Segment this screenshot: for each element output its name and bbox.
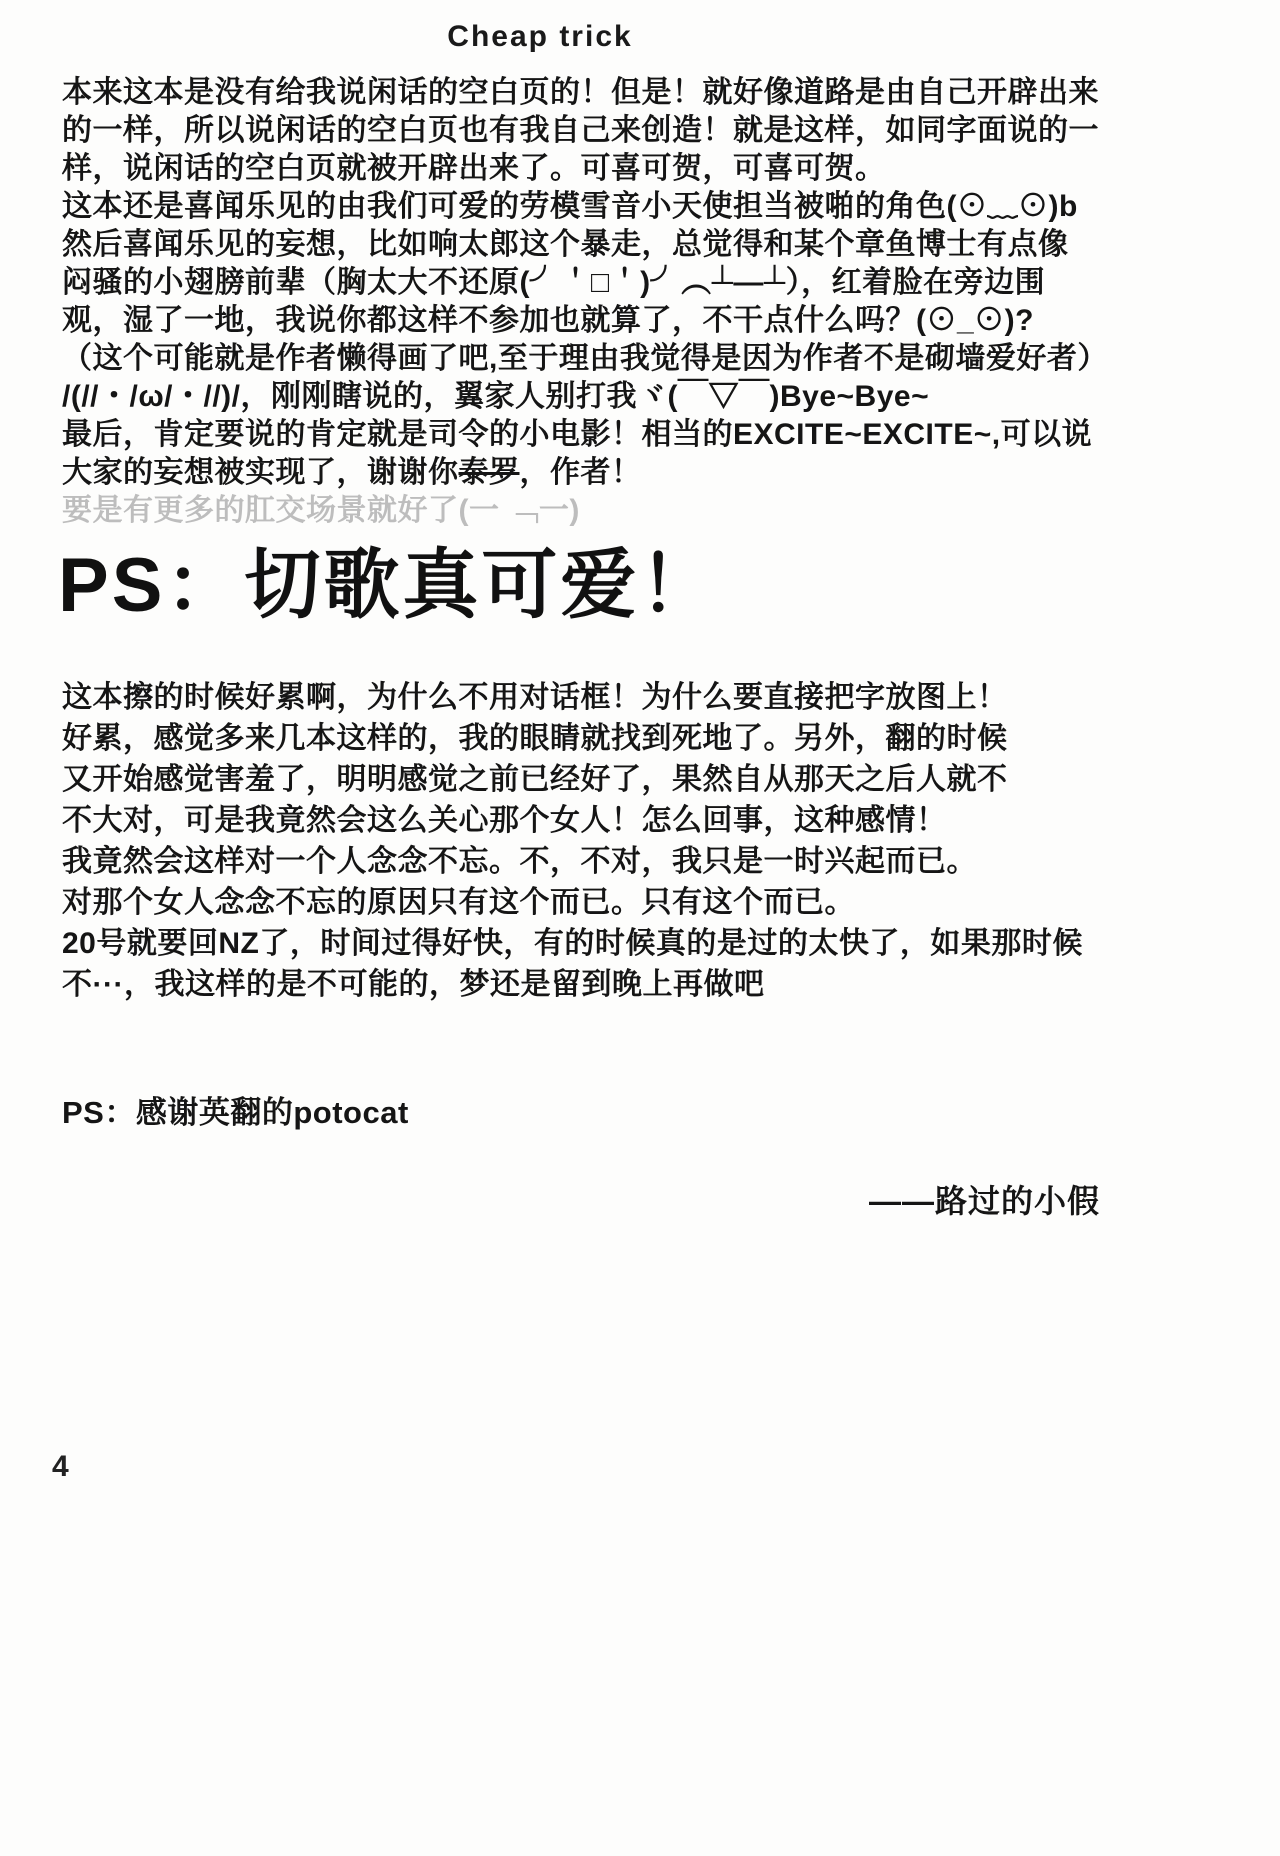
paragraph-line: 我竟然会这样对一个人念念不忘。不，不对，我只是一时兴起而已。 [62, 845, 977, 879]
paragraph-line: 的一样，所以说闲话的空白页也有我自己来创造！就是这样，如同字面说的一 [62, 114, 1099, 147]
author-signature: ——路过的小假 [868, 1183, 1100, 1220]
thanks-text-after: ，作者！ [519, 456, 642, 489]
paragraph-line: 不大对，可是我竟然会这么关心那个女人！怎么回事，这种感情！ [62, 804, 947, 838]
paragraph-line: 又开始感觉害羞了，明明感觉之前已经好了，果然自从那天之后人就不 [62, 763, 1008, 797]
paragraph-line: 好累，感觉多来几本这样的，我的眼睛就找到死地了。另外，翻的时候 [62, 722, 1008, 756]
paragraph-line: /(//・/ω/・//)/，刚刚瞎说的，翼家人别打我ヾ(￣▽￣)Bye~Bye~ [62, 380, 930, 413]
translator-credit-line: PS：感谢英翻的potocat [62, 1095, 409, 1131]
afterword-paragraph-2 [0, 677, 1280, 1005]
paragraph-line: 观，湿了一地，我说你都这样不参加也就算了，不干点什么吗？(⊙_⊙)? [62, 304, 1034, 337]
paragraph-line: 这本还是喜闻乐见的由我们可爱的劳模雪音小天使担当被啪的角色(⊙﹏⊙)b [62, 190, 1078, 223]
paragraph-line: 不···，我这样的是不可能的，梦还是留到晚上再做吧 [62, 968, 765, 1002]
paragraph-line: 20号就要回NZ了，时间过得好快，有的时候真的是过的太快了，如果那时候 [62, 927, 1083, 961]
big-ps-heading: PS：切歌真可爱！ [58, 543, 719, 628]
paragraph-line: 然后喜闻乐见的妄想，比如响太郎这个暴走，总觉得和某个章鱼博士有点像 [62, 228, 1069, 261]
thanks-line [62, 454, 1244, 492]
paragraph-line: （这个可能就是作者懒得画了吧,至于理由我觉得是因为作者不是砌墙爱好者） [62, 342, 1108, 375]
paragraph-line: 样，说闲话的空白页就被开辟出来了。可喜可贺，可喜可贺。 [62, 152, 886, 185]
page-title: Cheap trick [447, 20, 633, 53]
paragraph-line: 对那个女人念念不忘的原因只有这个而已。只有这个而已。 [62, 886, 855, 920]
afterword-paragraph-1 [0, 74, 1280, 530]
paragraph-line: 这本擦的时候好累啊，为什么不用对话框！为什么要直接把字放图上！ [62, 681, 1008, 715]
faded-joke-line: 要是有更多的肛交场景就好了(一 ﹁一) [62, 494, 580, 527]
paragraph-line: 闷骚的小翅膀前辈（胸太大不还原(╯＇□＇)╯︵┴—┴），红着脸在旁边围 [62, 266, 1046, 299]
page-number: 4 [52, 1450, 69, 1483]
paragraph-line: 最后，肯定要说的肯定就是司令的小电影！相当的EXCITE~EXCITE~,可以说 [62, 418, 1093, 451]
thanks-text-before: 大家的妄想被实现了，谢谢你 [62, 456, 459, 489]
paragraph-line: 本来这本是没有给我说闲话的空白页的！但是！就好像道路是由自己开辟出来 [62, 76, 1099, 109]
struck-out-name: 泰罗 [458, 456, 520, 489]
